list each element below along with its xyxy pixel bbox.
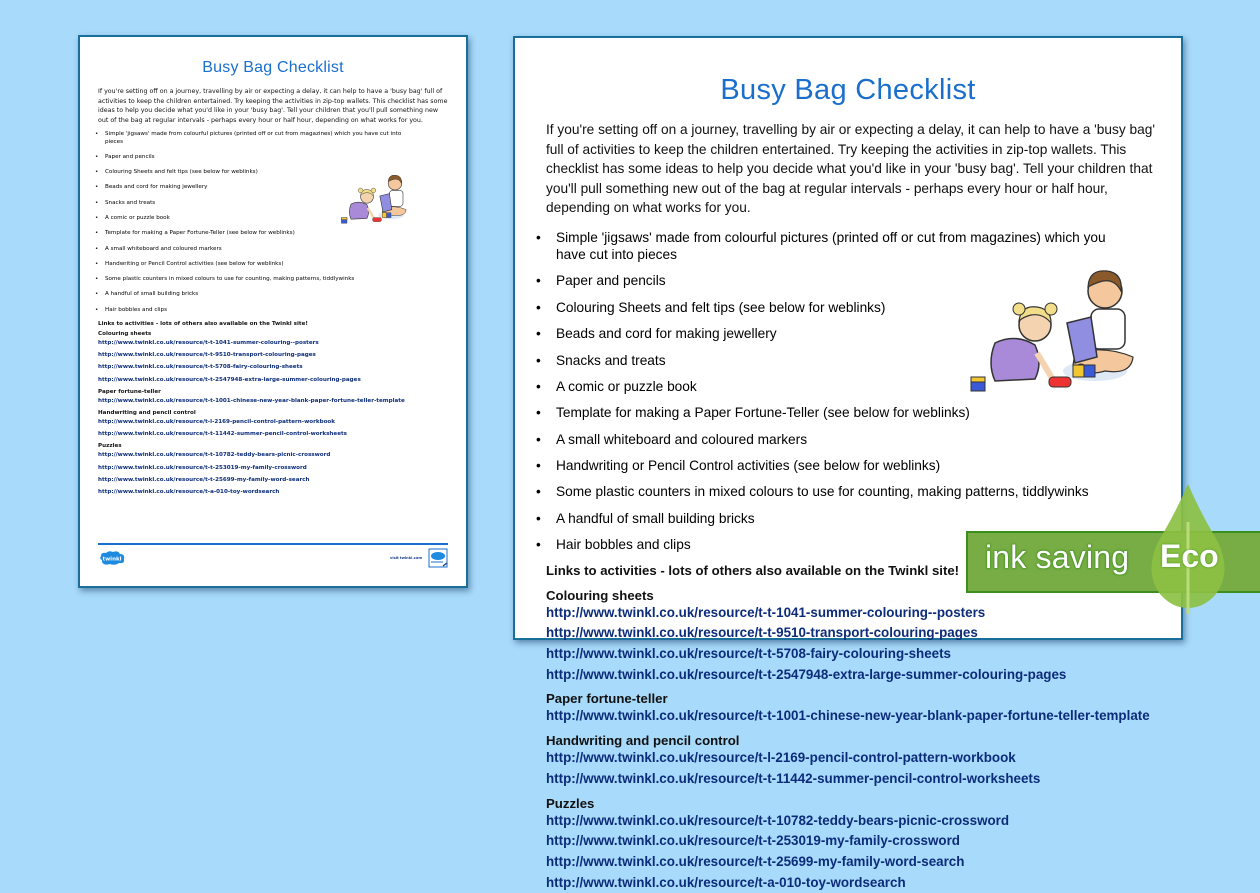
bullet-icon: • xyxy=(95,260,99,267)
checklist-item-text: Some plastic counters in mixed colours to use for counting, making patterns, tiddlywinks xyxy=(556,484,1089,500)
bullet-icon: • xyxy=(536,273,541,289)
bullet-icon: • xyxy=(536,431,541,447)
boy-figure xyxy=(1063,271,1133,381)
bullet-icon: • xyxy=(536,458,541,474)
checklist-item xyxy=(95,153,420,162)
checklist-item-text: Template for making a Paper Fortune-Teller (see below for weblinks) xyxy=(556,405,970,421)
resource-link[interactable]: http://www.twinkl.co.uk/resource/t-l-2169-pencil-control-pattern-workbook xyxy=(546,750,1016,766)
checklist-item-text: A handful of small building bricks xyxy=(105,291,199,298)
bullet-icon: • xyxy=(95,153,99,160)
checklist-item xyxy=(95,276,420,284)
checklist-item xyxy=(95,245,420,254)
link-sections xyxy=(80,331,466,498)
checklist-item-text: Beads and cord for making jewellery xyxy=(556,326,777,342)
checklist-item-text: Handwriting or Pencil Control activities (see below for weblinks) xyxy=(556,458,941,474)
checklist-item-text: Template for making a Paper Fortune-Teller (see below for weblinks) xyxy=(105,230,295,237)
resource-link[interactable]: http://www.twinkl.co.uk/resource/t-t-1001-chinese-new-year-blank-paper-fortune-teller-template xyxy=(546,708,1150,724)
resource-link[interactable]: http://www.twinkl.co.uk/resource/t-t-5708-fairy-colouring-sheets xyxy=(546,646,952,662)
visit-twinkl-text: visit twinkl.com xyxy=(390,556,423,560)
bullet-icon: • xyxy=(95,291,99,298)
checklist-item-text: A handful of small building bricks xyxy=(556,510,755,526)
page-title: Busy Bag Checklist xyxy=(202,59,344,76)
section-heading: Paper fortune-teller xyxy=(98,388,161,395)
resource-link[interactable]: http://www.twinkl.co.uk/resource/t-t-9510-transport-colouring-pages xyxy=(546,625,978,641)
section-heading: Puzzles xyxy=(546,795,595,811)
resource-link[interactable]: http://www.twinkl.co.uk/resource/t-t-1041-summer-colouring--posters xyxy=(546,604,986,620)
checklist-item xyxy=(536,404,1136,421)
resource-link[interactable]: http://www.twinkl.co.uk/resource/t-t-253019-my-family-crossword xyxy=(546,833,960,849)
checklist-item-text: Snacks and treats xyxy=(556,352,666,368)
resource-link[interactable]: http://www.twinkl.co.uk/resource/t-t-10782-teddy-bears-picnic-crossword xyxy=(98,452,331,459)
resource-link[interactable]: http://www.twinkl.co.uk/resource/t-t-10782-teddy-bears-picnic-crossword xyxy=(546,812,1010,828)
link-sections xyxy=(515,588,1181,893)
resource-link[interactable]: http://www.twinkl.co.uk/resource/t-t-25699-my-family-word-search xyxy=(546,853,965,869)
checklist-item-text: Hair bobbles and clips xyxy=(105,306,167,313)
checklist-item-text: Paper and pencils xyxy=(556,273,666,289)
resource-link[interactable]: http://www.twinkl.co.uk/resource/t-t-11442-summer-pencil-control-worksheets xyxy=(546,770,1041,786)
section-heading: Colouring sheets xyxy=(98,330,152,337)
resource-link[interactable]: http://www.twinkl.co.uk/resource/t-t-11442-summer-pencil-control-worksheets xyxy=(98,431,347,438)
section-heading: Handwriting and pencil control xyxy=(98,409,196,416)
bullet-icon: • xyxy=(95,306,99,313)
bullet-icon: • xyxy=(536,299,541,315)
resource-link[interactable]: http://www.twinkl.co.uk/resource/t-t-2547948-extra-large-summer-colouring-pages xyxy=(546,666,1067,682)
bullet-icon: • xyxy=(95,184,99,191)
twinkl-logo xyxy=(98,550,126,566)
resource-link[interactable]: http://www.twinkl.co.uk/resource/t-t-2547948-extra-large-summer-colouring-pages xyxy=(98,376,361,383)
checklist-item xyxy=(536,510,1136,527)
resource-link[interactable]: http://www.twinkl.co.uk/resource/t-t-9510-transport-colouring-pages xyxy=(98,352,316,359)
bullet-icon: • xyxy=(536,352,541,368)
checklist-item xyxy=(95,291,420,299)
checklist-item-text: Simple 'jigsaws' made from colourful pictures (printed off or cut from magazines) which you have cut into pieces xyxy=(556,229,1106,262)
checklist-item-text: Hair bobbles and clips xyxy=(556,537,691,553)
checklist-item xyxy=(536,431,1136,448)
links-heading: Links to activities - lots of others also available on the Twinkl site! xyxy=(98,320,308,327)
eco-label: Eco xyxy=(1160,538,1219,574)
checklist-item-text: Colouring Sheets and felt tips (see below for weblinks) xyxy=(556,299,886,315)
boy-figure xyxy=(378,175,406,219)
bullet-icon: • xyxy=(536,405,541,421)
resource-link[interactable]: http://www.twinkl.co.uk/resource/t-a-010-toy-wordsearch xyxy=(98,489,280,495)
bullet-icon: • xyxy=(95,199,99,206)
checklist-item-text: Simple 'jigsaws' made from colourful pictures (printed off or cut from magazines) which you have cut into pieces xyxy=(105,131,402,145)
links-heading: Links to activities - lots of others also available on the Twinkl site! xyxy=(546,562,960,578)
checklist-item-text: Colouring Sheets and felt tips (see below for weblinks) xyxy=(105,169,258,176)
checklist-item-text: A comic or puzzle book xyxy=(556,378,697,394)
girl-figure xyxy=(349,188,381,222)
bullet-icon: • xyxy=(536,484,541,500)
checklist-item-text: Handwriting or Pencil Control activities (see below for weblinks) xyxy=(105,260,284,267)
resource-link[interactable]: http://www.twinkl.co.uk/resource/t-t-253019-my-family-crossword xyxy=(98,464,307,471)
intro-paragraph: If you're setting off on a journey, travelling by air or expecting a delay, it can help to have a 'busy bag' full of activities to keep the children entertained. Try keeping the activities in zip-top wallets. This checklist has some ideas to help you decide what you'd like in your 'busy bag'. Tell your children that you'll pull something new out of the bag at regular intervals - perhaps every hour or half hour, depending on what works for you. xyxy=(98,88,448,124)
resource-link[interactable]: http://www.twinkl.co.uk/resource/t-t-25699-my-family-word-search xyxy=(98,476,310,483)
bullet-icon: • xyxy=(536,510,541,526)
checklist-item-text: Some plastic counters in mixed colours to use for counting, making patterns, tiddlywinks xyxy=(105,276,355,283)
section-heading: Handwriting and pencil control xyxy=(546,733,740,749)
checklist-item xyxy=(95,306,420,315)
checklist-item-text: Beads and cord for making jewellery xyxy=(105,184,208,191)
section-heading: Paper fortune-teller xyxy=(546,691,668,707)
checklist-item xyxy=(536,483,1136,500)
checklist-item xyxy=(95,131,420,146)
bullet-icon: • xyxy=(536,537,541,553)
page-title: Busy Bag Checklist xyxy=(720,74,976,106)
girl-figure xyxy=(991,303,1071,387)
resource-link[interactable]: http://www.twinkl.co.uk/resource/t-a-010-toy-wordsearch xyxy=(546,874,906,890)
bullet-icon: • xyxy=(95,215,99,221)
page-thumbnail[interactable] xyxy=(78,35,468,588)
resource-link[interactable]: http://www.twinkl.co.uk/resource/t-t-5708-fairy-colouring-sheets xyxy=(98,364,303,371)
quality-badge-icon xyxy=(428,548,448,568)
bullet-icon: • xyxy=(536,229,541,245)
bullet-icon: • xyxy=(95,230,99,237)
bullet-icon: • xyxy=(95,131,99,137)
ink-saving-label: ink saving xyxy=(985,539,1130,575)
checklist-item-text: Snacks and treats xyxy=(105,199,156,206)
section-heading: Colouring sheets xyxy=(546,587,654,603)
checklist-item-text: A comic or puzzle book xyxy=(105,215,170,221)
checklist-item xyxy=(95,260,420,269)
resource-link[interactable]: http://www.twinkl.co.uk/resource/t-l-2169-pencil-control-pattern-workbook xyxy=(98,418,335,425)
resource-link[interactable]: http://www.twinkl.co.uk/resource/t-t-1001-chinese-new-year-blank-paper-fortune-teller-template xyxy=(98,397,405,404)
resource-link[interactable]: http://www.twinkl.co.uk/resource/t-t-1041-summer-colouring--posters xyxy=(98,339,319,346)
footer-divider xyxy=(98,543,448,545)
checklist-item xyxy=(536,457,1136,474)
children-playing-illustration xyxy=(335,164,415,232)
bullet-icon: • xyxy=(95,245,99,252)
checklist-item-text: Paper and pencils xyxy=(105,153,155,160)
bullet-icon: • xyxy=(95,276,99,283)
bullet-icon: • xyxy=(536,326,541,342)
bullet-icon: • xyxy=(536,378,541,394)
checklist-item-text: A small whiteboard and coloured markers xyxy=(105,245,222,252)
intro-paragraph: If you're setting off on a journey, travelling by air or expecting a delay, it can help to have a 'busy bag' full of activities to keep the children entertained. Try keeping the activities in zip-top wallets. This checklist has some ideas to help you decide what you'd like in your 'busy bag'. Tell your children that you'll pull something new out of the bag at regular intervals - perhaps every hour or half hour, depending on what works for you. xyxy=(546,122,1155,216)
bullet-icon: • xyxy=(95,169,99,176)
checklist-item-text: A small whiteboard and coloured markers xyxy=(556,431,808,447)
svg-text:twinkl: twinkl xyxy=(102,556,122,563)
section-heading: Puzzles xyxy=(98,443,122,450)
children-playing-illustration xyxy=(955,253,1155,403)
